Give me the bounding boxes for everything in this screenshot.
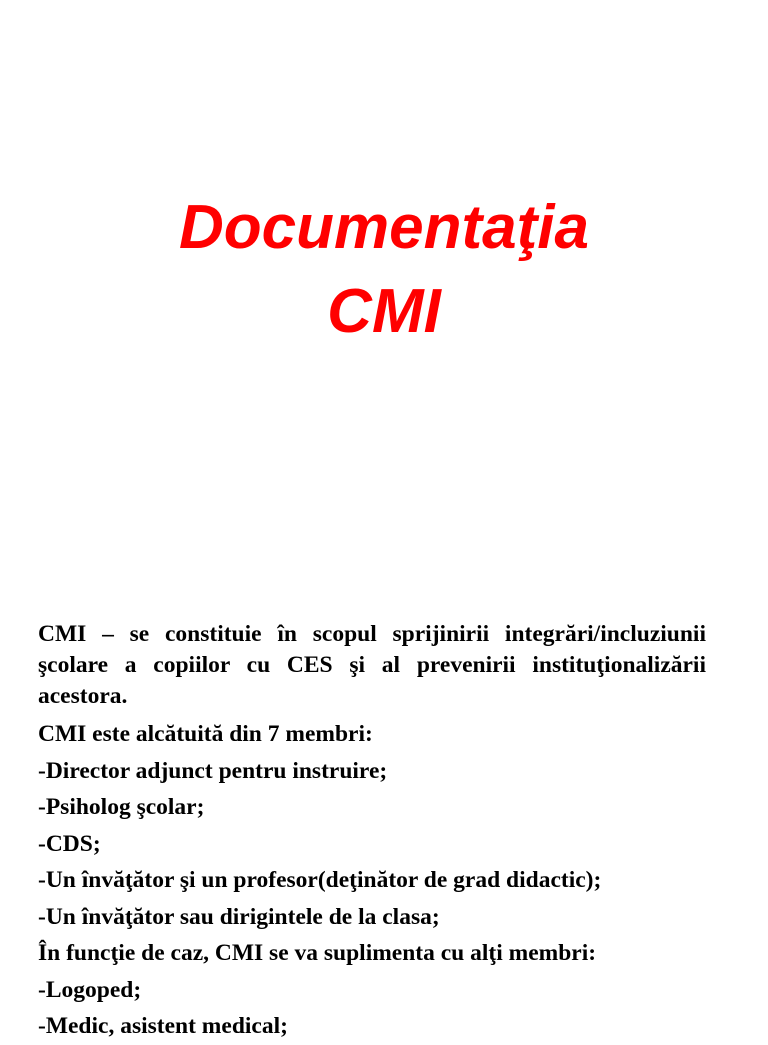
list-item-cds: -CDS; (38, 830, 101, 857)
slide-title (0, 186, 768, 354)
list-item-psiholog: -Psiholog şcolar; (38, 794, 205, 820)
list-item-logoped: -Logoped; (38, 976, 142, 1003)
list-item-invatator-diriginte: -Un învăţător sau dirigintele de la clasa; (38, 903, 440, 930)
composition-heading: CMI este alcătuită din 7 membri: (38, 721, 373, 747)
list-item-medic: -Medic, asistent medical; (38, 1013, 288, 1039)
intro-paragraph: CMI – se constituie în scopul sprijinirii integrări/incluziunii şcolare a copiilor cu CES şi al prevenirii instituţionalizării acestora. (38, 621, 706, 709)
body-text (38, 619, 706, 1045)
title-line-cmi: CMI (327, 277, 441, 346)
supplement-heading: În funcţie de caz, CMI se va suplimenta cu alţi membri: (38, 940, 597, 966)
list-item-director: -Director adjunct pentru instruire; (38, 757, 388, 784)
list-item-invatator-profesor: -Un învăţător şi un profesor(deţinător de grad didactic); (38, 867, 602, 893)
title-line-documentatia: Documentaţia (179, 193, 589, 262)
